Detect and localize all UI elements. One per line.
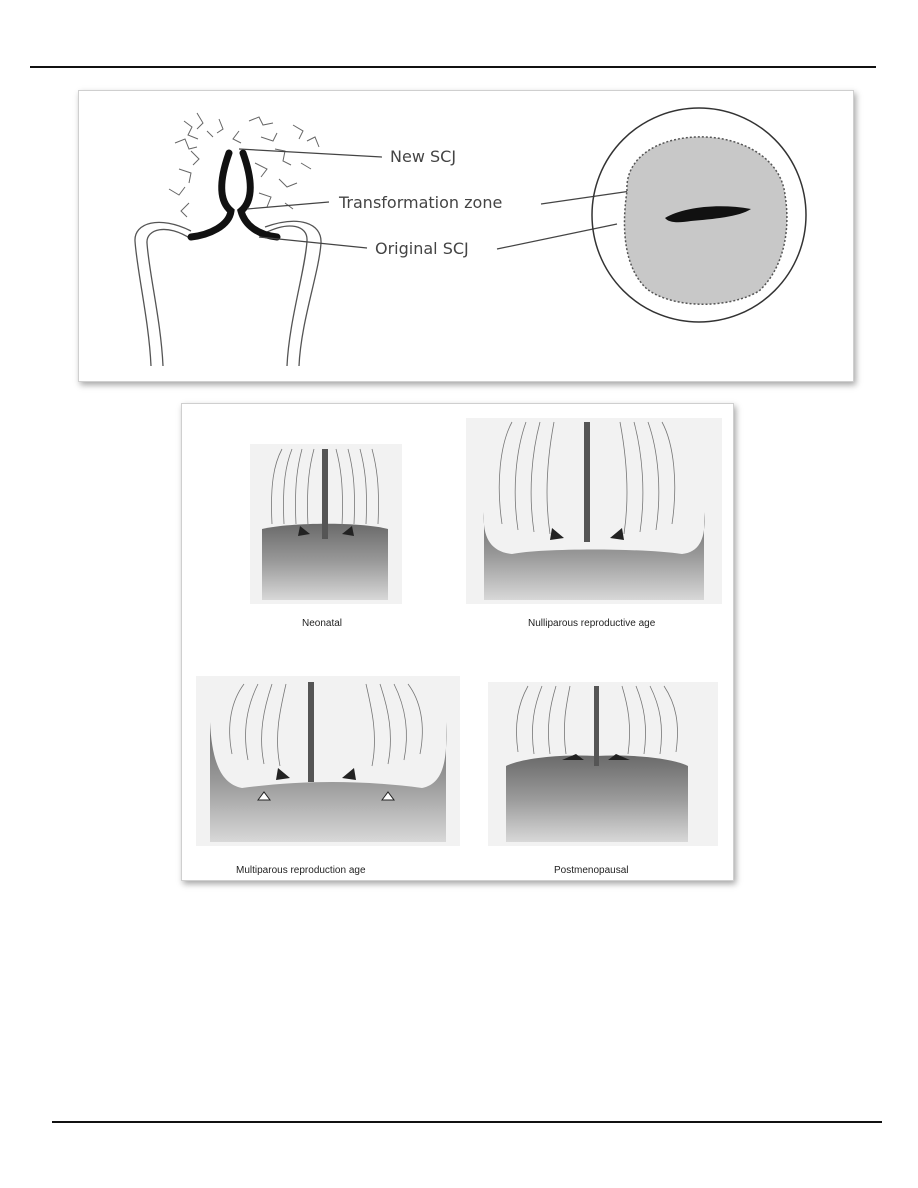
transformation-zone-label: Transformation zone — [339, 193, 503, 212]
cervix-outline — [135, 221, 321, 366]
nulliparous-caption: Nulliparous reproductive age — [528, 618, 656, 629]
header-rule — [30, 66, 876, 68]
neonatal-panel — [250, 444, 402, 604]
postmenopausal-caption: Postmenopausal — [554, 865, 629, 876]
new-scj-label: New SCJ — [390, 147, 457, 166]
transformation-zone-area — [624, 137, 786, 304]
multiparous-panel — [196, 676, 460, 846]
multiparous-caption: Multiparous reproduction age — [236, 865, 366, 876]
cervix-stages-illustration — [182, 404, 733, 880]
scj-diagram-figure — [78, 90, 854, 382]
scj-diagram-illustration — [79, 91, 853, 381]
cervix-age-stages-figure — [181, 403, 734, 881]
postmenopausal-panel — [488, 682, 718, 846]
neonatal-caption: Neonatal — [302, 618, 343, 629]
original-scj-label: Original SCJ — [375, 239, 469, 258]
nulliparous-panel — [466, 418, 722, 604]
footer-rule — [52, 1121, 882, 1123]
